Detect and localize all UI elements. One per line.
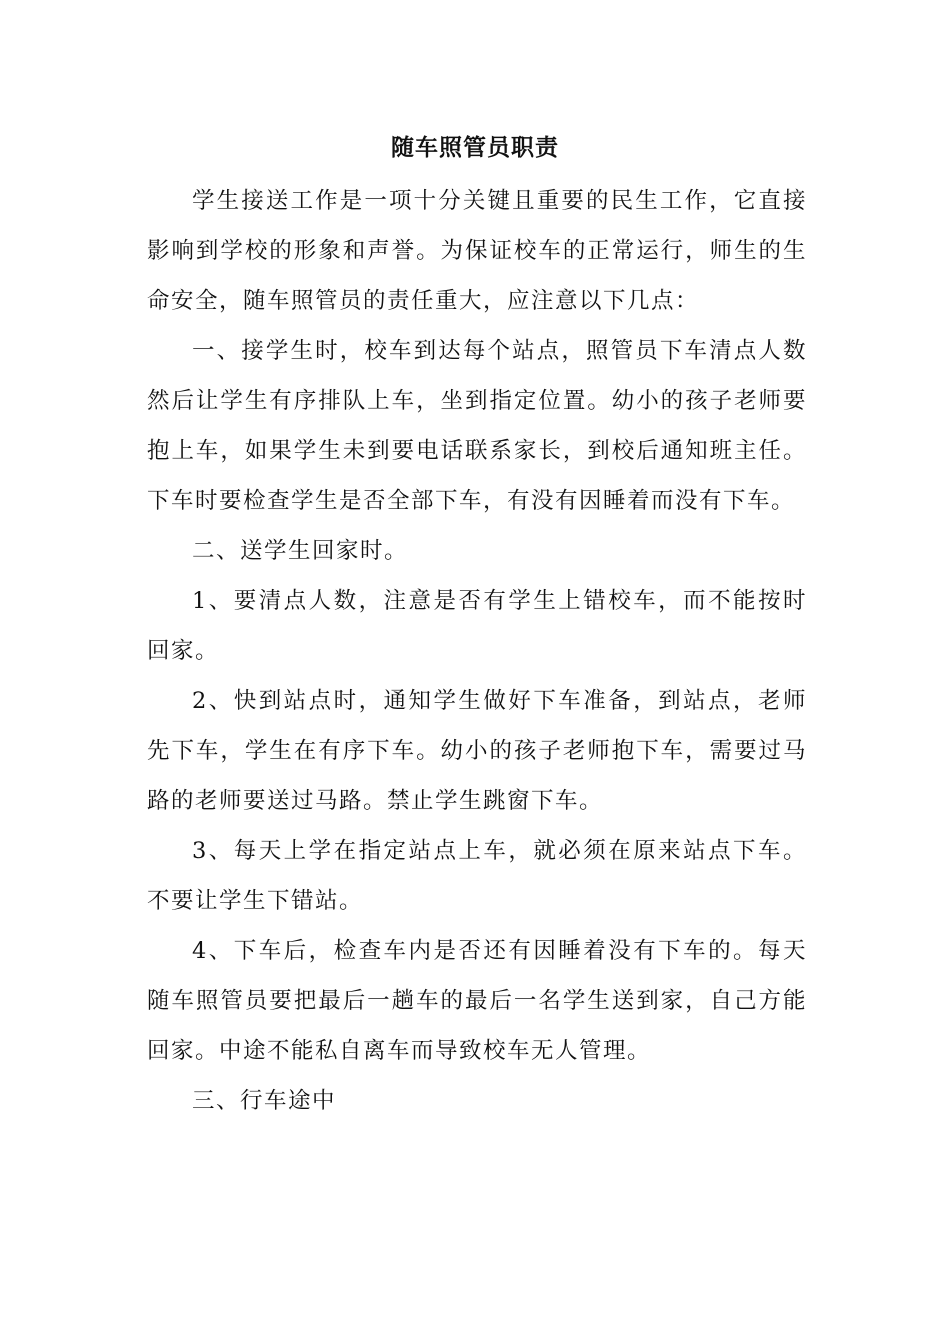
paragraph-dropoff-item-4: 4、下车后，检查车内是否还有因睡着没有下车的。每天随车照管员要把最后一趟车的最后一名学生送到家，自己方能回家。中途不能私自离车而导致校车无人管理。 xyxy=(147,938,807,1064)
paragraph-dropoff-item-1: 1、要清点人数，注意是否有学生上错校车，而不能按时回家。 xyxy=(147,588,807,664)
document-body xyxy=(147,176,807,1126)
paragraph-dropoff-item-3: 3、每天上学在指定站点上车，就必须在原来站点下车。不要让学生下错站。 xyxy=(147,838,807,914)
paragraph-dropoff-item-2: 2、快到站点时，通知学生做好下车准备，到站点，老师先下车，学生在有序下车。幼小的孩子老师抱下车，需要过马路的老师要送过马路。禁止学生跳窗下车。 xyxy=(147,688,807,814)
document-title: 随车照管员职责 xyxy=(391,134,559,161)
paragraph-pickup: 一、接学生时，校车到达每个站点，照管员下车清点人数然后让学生有序排队上车，坐到指定位置。幼小的孩子老师要抱上车，如果学生未到要电话联系家长，到校后通知班主任。下车时要检查学生是否全部下车，有没有因睡着而没有下车。 xyxy=(147,338,807,514)
paragraph-dropoff-heading: 二、送学生回家时。 xyxy=(192,538,409,564)
paragraph-driving-heading: 三、行车途中 xyxy=(192,1088,337,1114)
paragraph-intro: 学生接送工作是一项十分关键且重要的民生工作，它直接影响到学校的形象和声誉。为保证校车的正常运行，师生的生命安全，随车照管员的责任重大，应注意以下几点： xyxy=(147,188,807,314)
